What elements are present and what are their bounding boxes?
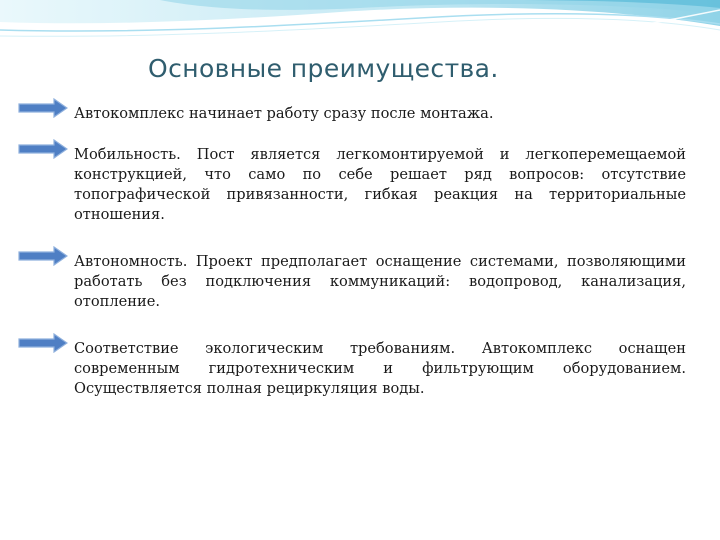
bullet-text: Автокомплекс начинает работу сразу после монтажа. [74,105,494,122]
bullet-text: Мобильность. Пост является легкомонтируемой и легкоперемещаемой конструкцией, что само по себе решает ряд вопросов: отсутствие топографической привязанности, гибкая реакция на территориальные отношения. [74,146,686,223]
right-arrow-icon [18,98,68,118]
slide-title: Основные преимущества. [148,54,499,83]
bullet-text: Автономность. Проект предполагает оснащение системами, позволяющими работать без подключения коммуникаций: водопровод, канализация, отопление. [74,253,686,310]
right-arrow-icon [18,246,68,266]
bullet-text: Соответствие экологическим требованиям. Автокомплекс оснащен современным гидротехническим и фильтрующим оборудованием. Осуществляется полная рециркуляция воды. [74,340,686,397]
right-arrow-icon [18,139,68,159]
header-wave-decoration [0,0,720,60]
right-arrow-icon [18,333,68,353]
